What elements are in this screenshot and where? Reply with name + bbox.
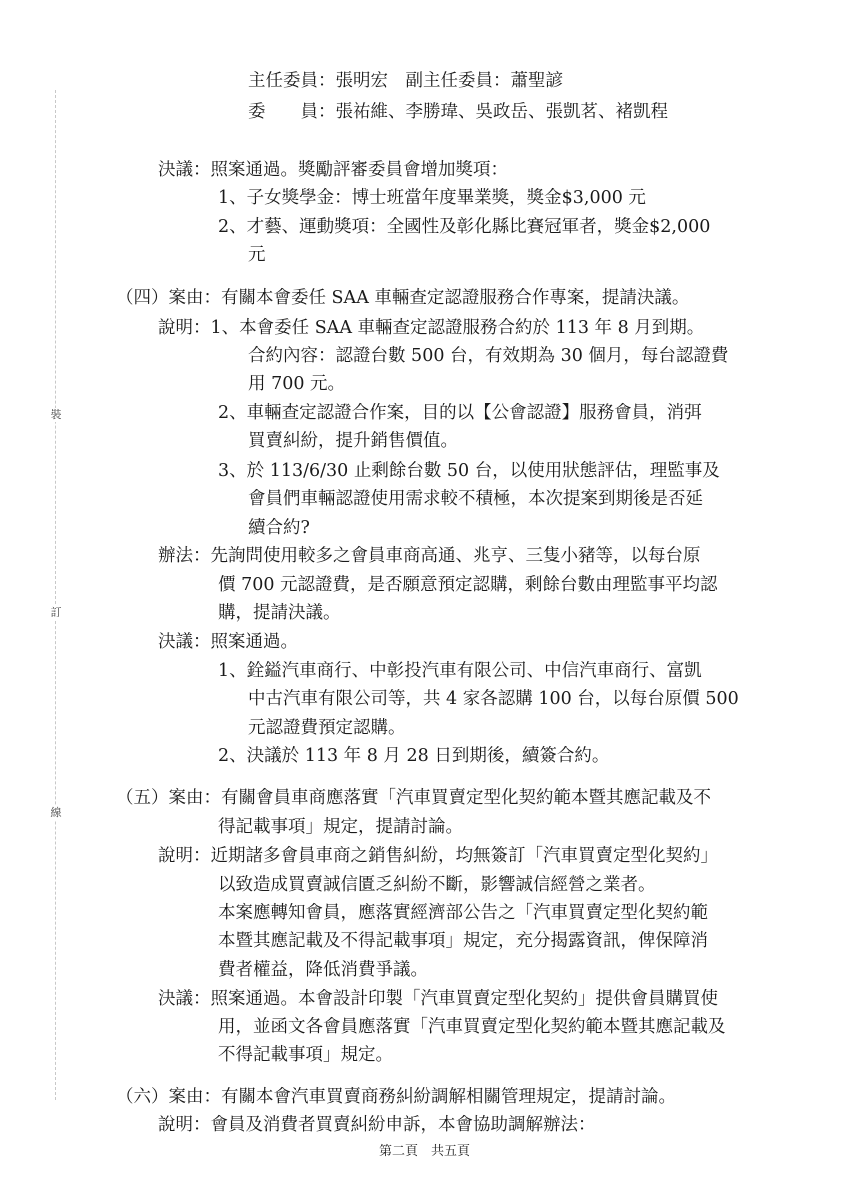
item4-resolution: 2、決議於 113 年 8 月 28 日到期後，續簽合約。 (218, 746, 610, 766)
item4-explanation: 續合約? (248, 518, 310, 538)
item4-resolution: 決議：照案通過。 (158, 632, 298, 652)
binding-margin-line (55, 90, 56, 1100)
item5-subject: 得記載事項」規定，提請討論。 (218, 817, 463, 837)
item4-explanation: 3、於 113/6/30 止剩餘台數 50 台，以使用狀態評估，理監事及 (218, 461, 720, 481)
item4-resolution: 中古汽車有限公司等，共 4 家各認購 100 台，以每台原價 500 (248, 689, 739, 709)
committee-members-line: 委 員：張祐維、李勝瑋、吳政岳、張凱茗、褚凱程 (248, 102, 668, 122)
binding-label-top: 裝 (50, 408, 62, 421)
binding-label-middle: 訂 (50, 606, 62, 619)
page-number-footer: 第二頁 共五頁 (378, 1144, 470, 1159)
item4-explanation: 說明：1、本會委任 SAA 車輛查定認證服務合約於 113 年 8 月到期。 (158, 318, 705, 338)
resolution-header: 決議：照案通過。獎勵評審委員會增加獎項： (158, 160, 508, 180)
item5-subject: （五）案由：有關會員車商應落實「汽車買賣定型化契約範本暨其應記載及不 (116, 788, 711, 808)
item4-method: 購，提請決議。 (218, 603, 341, 623)
item4-explanation: 會員們車輛認證使用需求較不積極，本次提案到期後是否延 (248, 489, 703, 509)
item4-subject: （四）案由：有關本會委任 SAA 車輛查定認證服務合作專案，提請決議。 (116, 288, 690, 308)
resolution-item: 2、才藝、運動獎項：全國性及彰化縣比賽冠軍者，獎金$2,000 (218, 217, 711, 237)
item4-resolution: 1、銓鎰汽車商行、中彰投汽車有限公司、中信汽車商行、富凱 (218, 661, 702, 681)
committee-chair-line: 主任委員：張明宏 副主任委員：蕭聖諺 (248, 71, 563, 91)
item5-explanation: 費者權益，降低消費爭議。 (218, 960, 428, 980)
item5-resolution: 不得記載事項」規定。 (218, 1045, 393, 1065)
item4-explanation: 2、車輛查定認證合作案，目的以【公會認證】服務會員，消弭 (218, 403, 702, 423)
item5-explanation: 本暨其應記載及不得記載事項」規定，充分揭露資訊，俾保障消 (218, 931, 708, 951)
binding-label-bottom: 線 (50, 806, 62, 819)
item4-resolution: 元認證費預定認購。 (248, 718, 406, 738)
item5-explanation: 本案應轉知會員，應落實經濟部公告之「汽車買賣定型化契約範 (218, 903, 708, 923)
resolution-item: 1、子女獎學金：博士班當年度畢業獎，獎金$3,000 元 (218, 188, 646, 208)
item5-resolution: 決議：照案通過。本會設計印製「汽車買賣定型化契約」提供會員購買使 (158, 989, 718, 1009)
item5-explanation: 說明：近期諸多會員車商之銷售糾紛，均無簽訂「汽車買賣定型化契約」 (158, 846, 718, 866)
item4-explanation: 買賣糾紛，提升銷售價值。 (248, 431, 458, 451)
item4-method: 價 700 元認證費，是否願意預定認購，剩餘台數由理監事平均認 (218, 575, 718, 595)
item5-explanation: 以致造成買賣誠信匱乏糾紛不斷，影響誠信經營之業者。 (218, 875, 656, 895)
item5-resolution: 用，並函文各會員應落實「汽車買賣定型化契約範本暨其應記載及 (218, 1017, 726, 1037)
item4-method: 辦法：先詢問使用較多之會員車商高通、兆亨、三隻小豬等，以每台原 (158, 546, 701, 566)
item6-subject: （六）案由：有關本會汽車買賣商務糾紛調解相關管理規定，提請討論。 (116, 1087, 676, 1107)
item4-explanation: 用 700 元。 (248, 374, 346, 394)
item6-explanation: 說明：會員及消費者買賣糾紛申訴，本會協助調解辦法： (158, 1115, 596, 1135)
item4-explanation: 合約內容：認證台數 500 台，有效期為 30 個月，每台認證費 (248, 346, 729, 366)
resolution-item: 元 (248, 245, 266, 265)
